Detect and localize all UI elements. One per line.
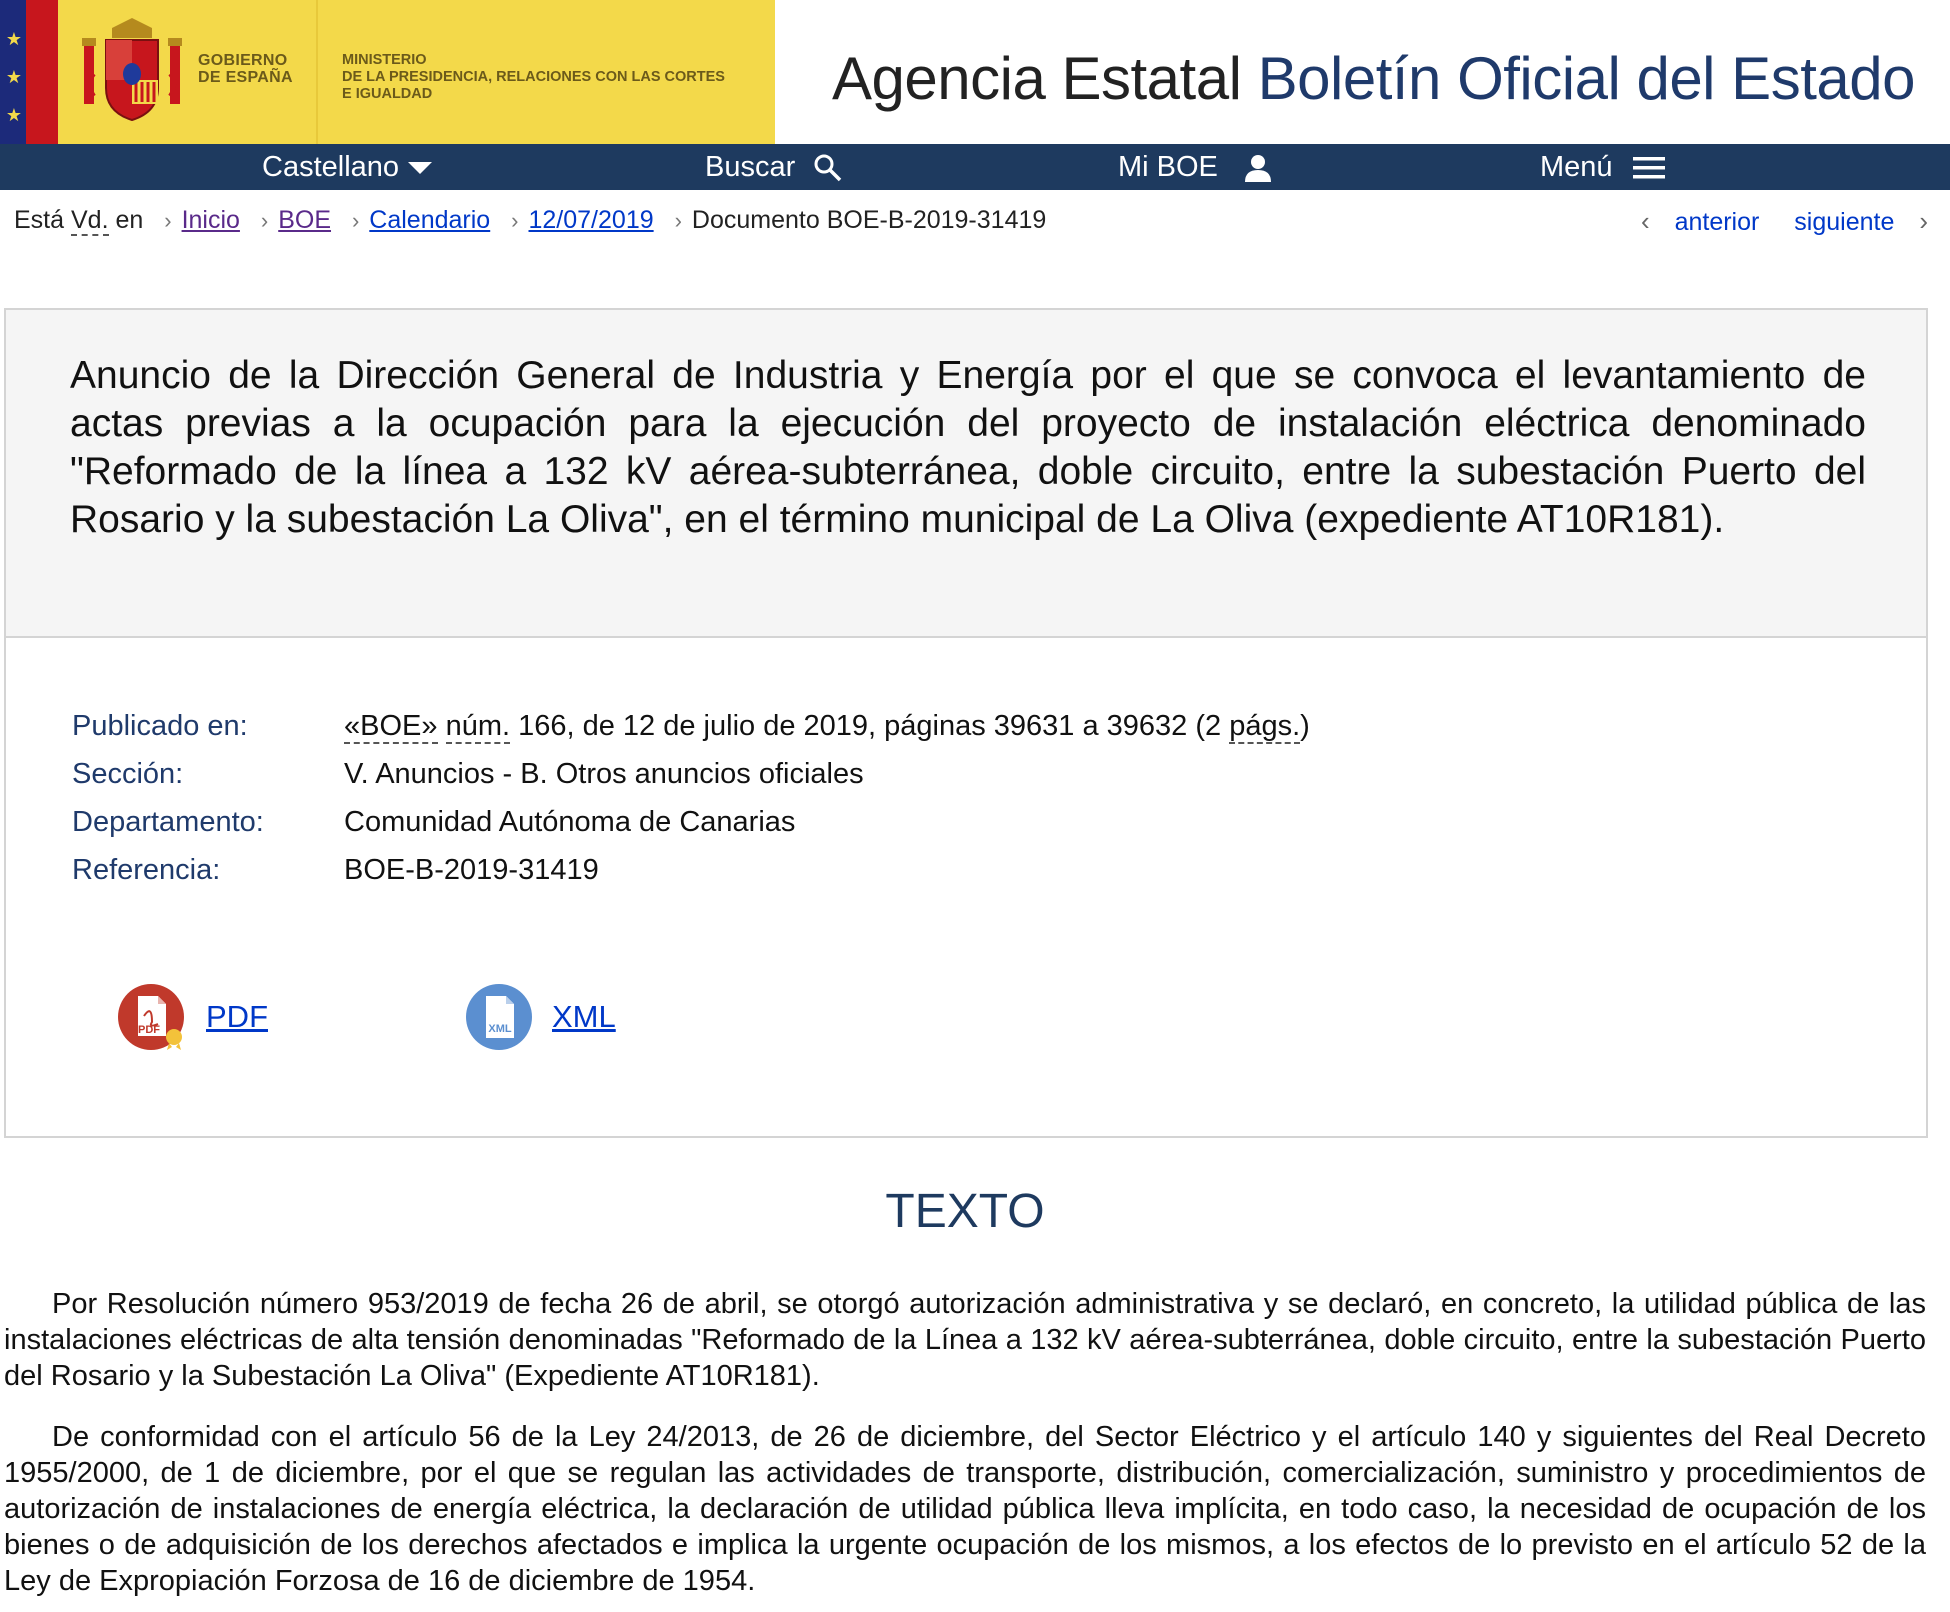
ministry-name-line: E IGUALDAD <box>342 86 433 102</box>
search-button[interactable] <box>705 144 843 190</box>
xml-link[interactable]: XML <box>552 999 616 1034</box>
boe-abbr[interactable]: «BOE» <box>344 710 438 742</box>
ministry-name <box>342 52 762 103</box>
user-icon <box>1244 153 1272 183</box>
government-name-line: DE ESPAÑA <box>198 69 293 86</box>
chevron-right-icon: › <box>260 208 269 233</box>
document-title-area <box>6 310 1926 638</box>
chevron-right-icon: › <box>511 208 519 233</box>
xml-download[interactable] <box>464 982 616 1052</box>
breadcrumb <box>14 206 1046 235</box>
government-banner[interactable] <box>0 0 775 144</box>
agency-title[interactable] <box>832 44 1915 113</box>
coat-of-arms-icon <box>76 14 188 126</box>
breadcrumb-link-date[interactable]: 12/07/2019 <box>528 206 654 234</box>
ministry-name-line: DE LA PRESIDENCIA, RELACIONES CON LAS CORTES <box>342 69 725 85</box>
document-metadata <box>72 702 1310 894</box>
chevron-right-icon: › <box>1919 206 1928 236</box>
published-end: ) <box>1300 710 1310 742</box>
published-details: 166, de 12 de julio de 2019, páginas 39631 a 39632 (2 <box>518 710 1222 742</box>
language-label: Castellano <box>262 151 400 183</box>
caret-down-icon <box>407 160 433 176</box>
breadcrumb-current: Documento BOE-B-2019-31419 <box>691 206 1047 234</box>
menu-label: Menú <box>1540 151 1613 183</box>
texto-heading: TEXTO <box>885 1185 1045 1238</box>
government-name <box>198 52 293 86</box>
department-value: Comunidad Autónoma de Canarias <box>344 806 796 838</box>
pdf-download[interactable] <box>118 982 268 1052</box>
agency-prefix: Agencia Estatal <box>832 45 1242 112</box>
reference-label: Referencia: <box>72 854 221 886</box>
next-link[interactable]: siguiente <box>1794 208 1895 236</box>
language-selector[interactable] <box>262 144 433 190</box>
ministry-name-line: MINISTERIO <box>342 52 427 68</box>
search-label: Buscar <box>705 151 796 183</box>
breadcrumb-link-boe[interactable]: BOE <box>278 206 332 234</box>
metadata-row-section <box>72 750 1310 798</box>
department-label: Departamento: <box>72 806 264 838</box>
pdf-link[interactable]: PDF <box>206 999 268 1034</box>
breadcrumb-prefix: Está <box>14 206 65 234</box>
document-pager <box>1641 206 1928 237</box>
agency-name: Boletín Oficial del Estado <box>1257 45 1915 112</box>
breadcrumb-abbr[interactable]: Vd. <box>70 206 109 234</box>
menu-button[interactable] <box>1540 144 1665 190</box>
text-paragraph: Por Resolución número 953/2019 de fecha 26 de abril, se otorgó autorización administrativa y se declaró, en concreto, la utilidad pública de las instalaciones eléctricas de alta tensión denominadas "Reformado de la Línea a 132 kV aérea-subterránea, doble circuito, entre la subestación Puerto del Rosario y la Subestación La Oliva" (Expediente AT10R181). <box>4 1288 1926 1392</box>
chevron-right-icon: › <box>164 208 172 233</box>
section-label: Sección: <box>72 758 184 790</box>
published-label: Publicado en: <box>72 710 248 742</box>
my-boe-label: Mi BOE <box>1118 151 1218 183</box>
breadcrumb-prefix: en <box>115 206 144 234</box>
pags-abbr[interactable]: págs. <box>1229 710 1301 742</box>
num-abbr[interactable]: núm. <box>445 710 511 742</box>
my-boe-button[interactable] <box>1118 144 1272 190</box>
document-summary <box>4 308 1928 1138</box>
metadata-row-reference <box>72 846 1310 894</box>
xml-icon-text: XML <box>488 1023 512 1035</box>
breadcrumb-link-calendario[interactable]: Calendario <box>369 206 491 234</box>
government-name-line: GOBIERNO <box>198 52 288 69</box>
xml-icon[interactable] <box>464 982 534 1052</box>
document-title: Anuncio de la Dirección General de Industria y Energía por el que se convoca el levantamiento de actas previas a la ocupación para la ejecución del proyecto de instalación eléctrica denominado "Reformado de la línea a 132 kV aérea-subterránea, doble circuito, entre la subestación Puerto del Rosario y la subestación La Oliva", en el término municipal de La Oliva (expediente AT10R181). <box>70 354 1866 541</box>
pdf-icon-text: PDF <box>138 1024 160 1036</box>
published-value <box>344 702 1310 750</box>
reference-value: BOE-B-2019-31419 <box>344 854 599 886</box>
eu-stars-icon: ★ ★ ★ <box>5 29 23 125</box>
pdf-icon[interactable] <box>118 982 188 1052</box>
site-header <box>0 0 1950 144</box>
text-paragraph: De conformidad con el artículo 56 de la Ley 24/2013, de 26 de diciembre, del Sector Eléctrico y el artículo 140 y siguientes del Real Decreto 1955/2000, de 1 de diciembre, por el que se regulan las actividades de transporte, distribución, comercialización, suministro y procedimientos de autorización de instalaciones de energía eléctrica, la declaración de utilidad pública lleva implícita, en todo caso, la necesidad de ocupación de los bienes o de adquisición de los derechos afectados e implica la urgente ocupación de los mismos, a los efectos de lo previsto en el artículo 52 de la Ley de Expropiación Forzosa de 16 de diciembre de 1954. <box>4 1421 1926 1597</box>
banner-divider <box>316 0 318 144</box>
metadata-row-published <box>72 702 1310 750</box>
metadata-row-department <box>72 798 1310 846</box>
previous-link[interactable]: anterior <box>1674 208 1760 236</box>
main-navigation <box>0 144 1950 190</box>
chevron-right-icon: › <box>351 208 360 233</box>
section-value: V. Anuncios - B. Otros anuncios oficiales <box>344 758 864 790</box>
breadcrumb-link-inicio[interactable]: Inicio <box>181 206 240 234</box>
search-icon <box>813 153 843 183</box>
chevron-right-icon: › <box>674 208 682 233</box>
chevron-left-icon: ‹ <box>1640 206 1650 236</box>
hamburger-icon <box>1633 155 1665 181</box>
